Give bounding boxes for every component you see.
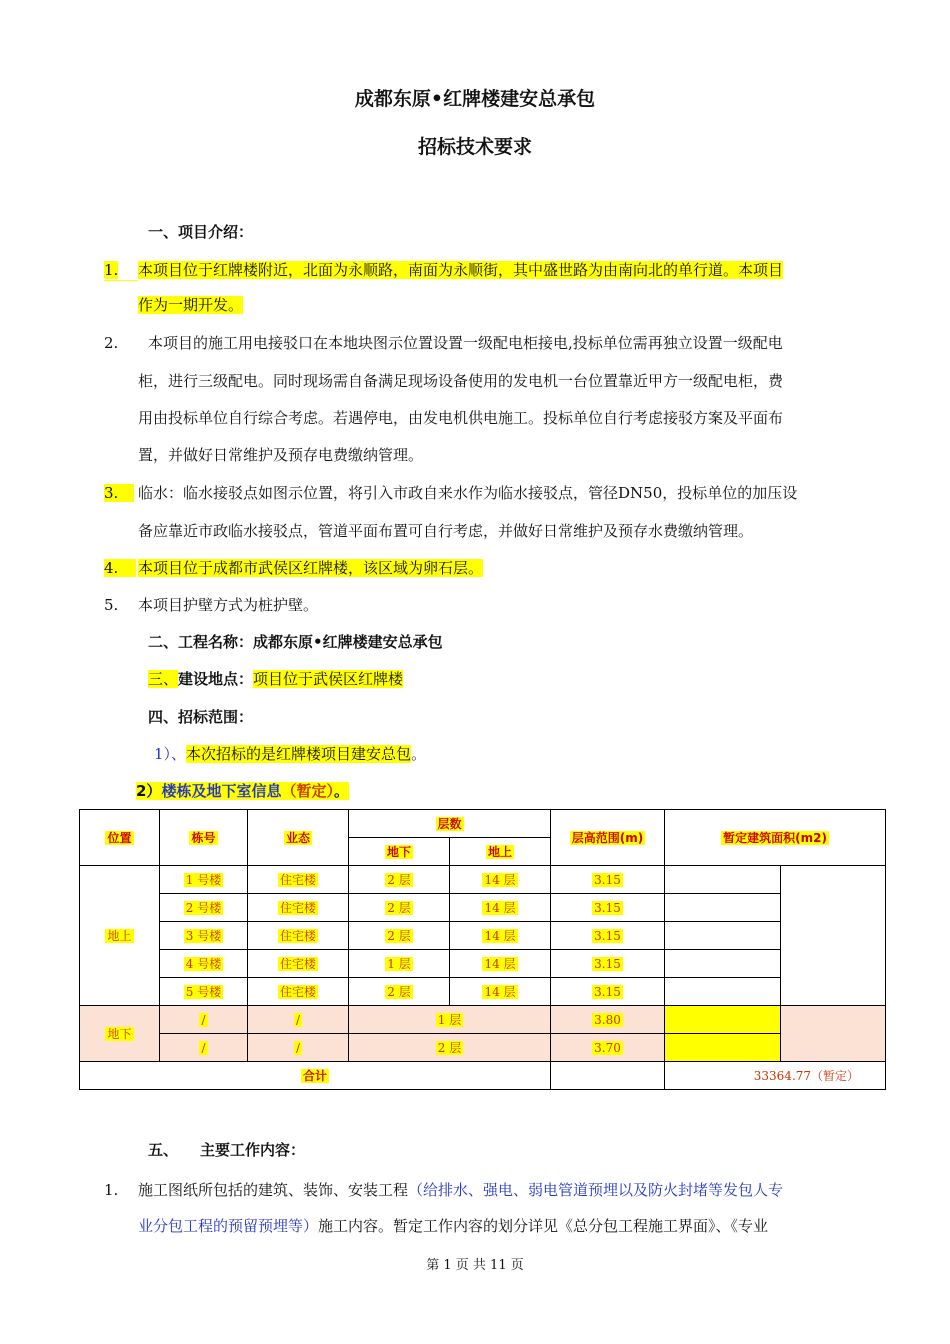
header-above: 地上 xyxy=(450,838,551,866)
table-row: 地上 1 号楼 住宅楼 2 层 14 层 3.15 xyxy=(80,866,886,894)
table-row: 3 号楼 住宅楼 2 层 14 层 3.15 xyxy=(80,922,886,950)
construction-site: 项目位于武侯区红牌楼 xyxy=(253,670,404,688)
scope-item: 1）、本次招标的是红牌楼项目建安总包。 xyxy=(154,745,427,763)
header-height: 层高范围(m) xyxy=(551,810,665,866)
paragraph-line: 本项目位于成都市武侯区红牌楼，该区域为卵石层。 xyxy=(138,559,484,577)
paragraph-line: 本项目护壁方式为桩护壁。 xyxy=(138,596,319,614)
section-1-heading: 一、项目介绍： xyxy=(148,223,254,241)
section-5-heading: 五、 主要工作内容： xyxy=(148,1141,306,1159)
table-row: 地下 / / 1 层 3.80 xyxy=(80,1006,886,1034)
header-type: 业态 xyxy=(248,810,349,866)
item-number: 3. xyxy=(104,478,134,508)
paragraph-line: 备应靠近市政临水接驳点，管道平面布置可自行考虑，并做好日常维护及预存水费缴纳管理。 xyxy=(138,522,754,540)
section-4-heading: 四、招标范围： xyxy=(148,708,254,726)
paragraph-line: 柜，进行三级配电。同时现场需自备满足现场设备使用的发电机一台位置靠近甲方一级配电柜，费 xyxy=(138,372,784,390)
table-row: 4 号楼 住宅楼 1 层 14 层 3.15 xyxy=(80,950,886,978)
item-number: 1. xyxy=(104,1181,119,1199)
item-number: 4. xyxy=(104,553,136,583)
table-title: 2）楼栋及地下室信息（暂定）。 xyxy=(136,782,349,800)
position-under: 地下 xyxy=(80,1006,160,1062)
page-title: 成都东原•红牌楼建安总承包 xyxy=(354,88,596,110)
building-info-table xyxy=(79,809,886,1090)
page-footer: 第 1 页 共 11 页 xyxy=(426,1258,524,1273)
header-floors: 层数 xyxy=(349,810,551,838)
paragraph-line: 业分包工程的预留预埋等）施工内容。暂定工作内容的划分详见《总分包工程施工界面》、《专业 xyxy=(138,1217,769,1235)
highlight-fill xyxy=(104,280,138,281)
page-subtitle: 招标技术要求 xyxy=(417,136,532,158)
paragraph-line: 作为一期开发。 xyxy=(138,296,244,314)
header-position: 位置 xyxy=(80,810,160,866)
item-number: 2. xyxy=(104,334,119,352)
paragraph-line: 施工图纸所包括的建筑、装饰、安装工程（给排水、强电、弱电管道预埋以及防火封堵等发包人专 xyxy=(138,1181,784,1199)
project-name: 成都东原•红牌楼建安总承包 xyxy=(253,633,443,651)
header-below: 地下 xyxy=(349,838,450,866)
paragraph-line: 本项目位于红牌楼附近，北面为永顺路，南面为永顺街，其中盛世路为由南向北的单行道。本项目 xyxy=(138,261,784,279)
item-number: 5. xyxy=(104,596,119,614)
table-row: 2 号楼 住宅楼 2 层 14 层 3.15 xyxy=(80,894,886,922)
paragraph-line: 用由投标单位自行综合考虑。若遇停电，由发电机供电施工。投标单位自行考虑接驳方案及平面布 xyxy=(138,409,784,427)
header-area: 暂定建筑面积(m2) xyxy=(665,810,886,866)
position-above: 地上 xyxy=(80,866,160,1006)
table-row: / / 2 层 3.70 xyxy=(80,1034,886,1062)
section-3-heading: 三、建设地点：项目位于武侯区红牌楼 xyxy=(148,670,404,688)
section-2-heading: 二、工程名称：成都东原•红牌楼建安总承包 xyxy=(148,633,443,651)
header-building: 栋号 xyxy=(160,810,248,866)
total-row xyxy=(80,1062,886,1090)
table-row: 5 号楼 住宅楼 2 层 14 层 3.15 xyxy=(80,978,886,1006)
total-label: 合计 xyxy=(80,1062,551,1090)
paragraph-line: 置，并做好日常维护及预存电费缴纳管理。 xyxy=(138,446,424,464)
item-number: 1. xyxy=(104,261,119,279)
paragraph-line: 临水：临水接驳点如图示位置，将引入市政自来水作为临水接驳点，管径DN50，投标单位的加压设 xyxy=(138,484,798,502)
paragraph-line: 本项目的施工用电接驳口在本地块图示位置设置一级配电柜接电,投标单位需再独立设置一级配电 xyxy=(148,334,783,352)
total-value: 33364.77（暂定） xyxy=(665,1062,886,1090)
